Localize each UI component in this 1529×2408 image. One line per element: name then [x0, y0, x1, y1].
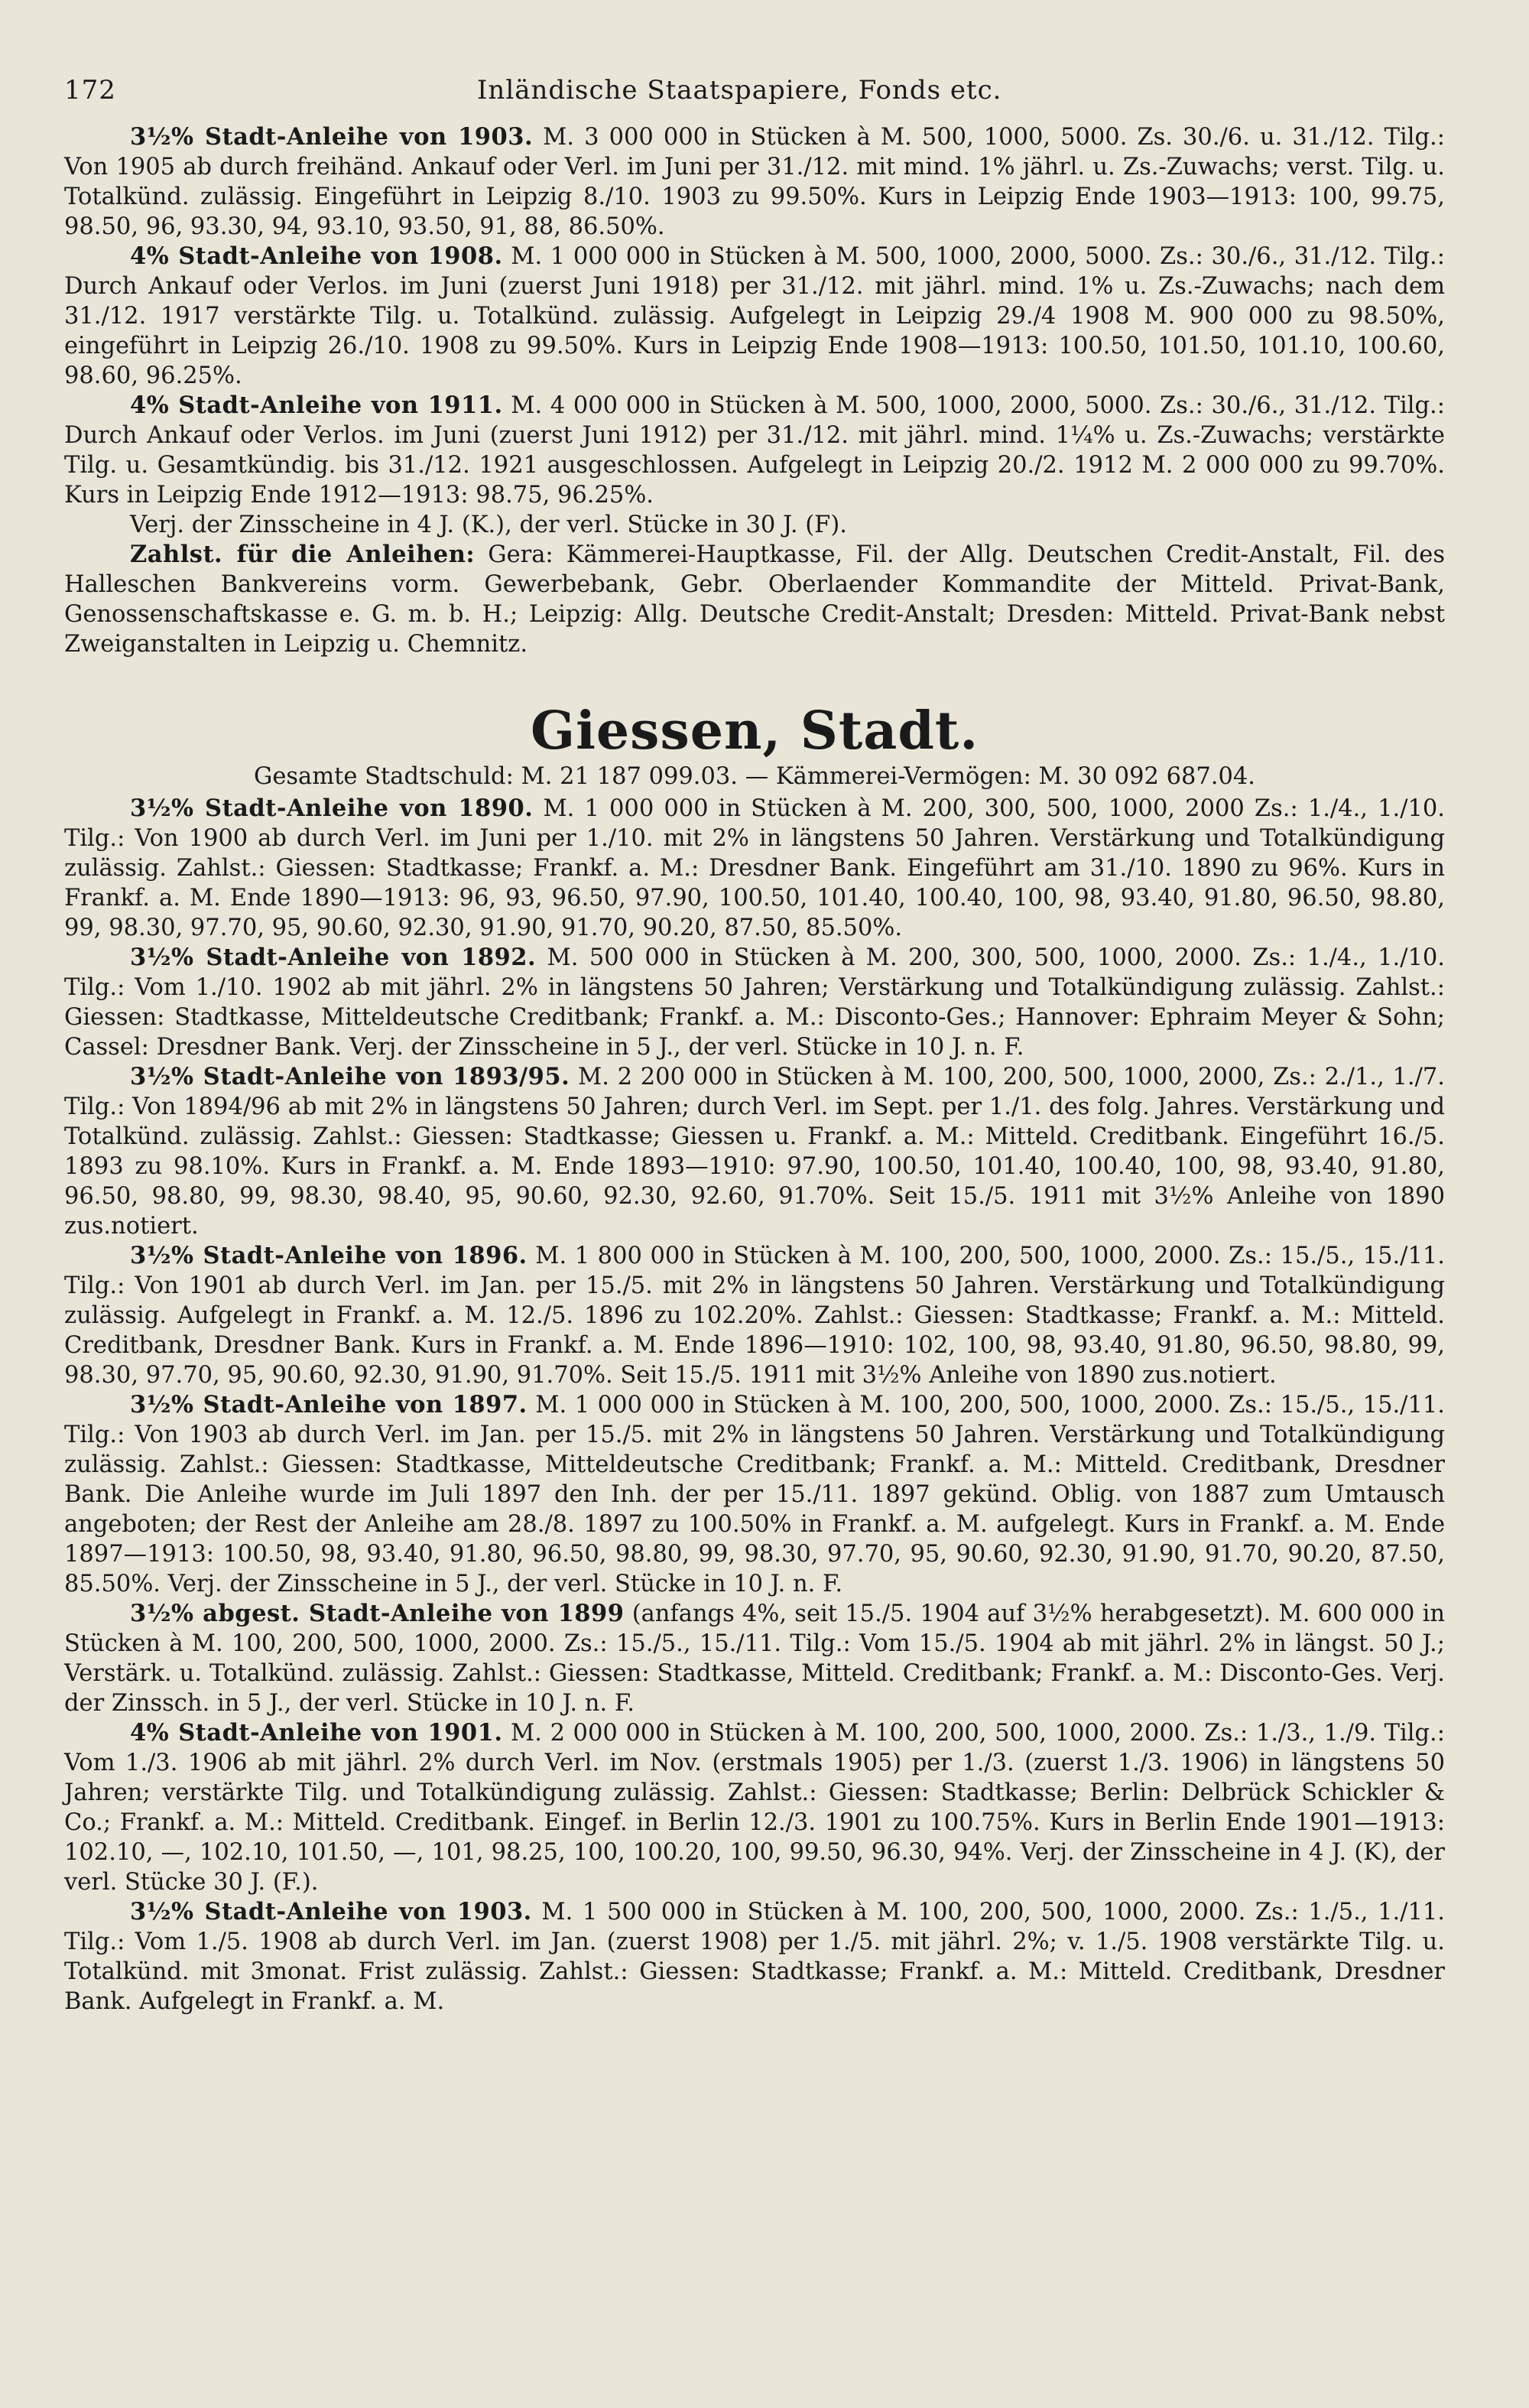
- loan-body: M. 4 000 000 in Stücken à M. 500, 1000, 2000, 5000. Zs.: 30./6., 31./12. Tilg.: Durch Ankauf oder Verlos. im Juni (zuerst Juni 1912) per 31./12. mit jährl. mind. 1¼% u. Zs.-Zuwachs; verstärkte Tilg. u. Gesamtkündig. bis 31./12. 1921 ausgeschlossen. Aufgelegt in Leipzig 20./2. 1912 M. 2 000 000 zu 99.70%. Kurs in Leipzig Ende 1912—1913: 98.75, 96.25%.: [64, 392, 1445, 509]
- loan-entry: [64, 943, 1445, 1062]
- loan-body: M. 3 000 000 in Stücken à M. 500, 1000, 5000. Zs. 30./6. u. 31./12. Tilg.: Von 1905 ab durch freihänd. Ankauf oder Verl. im Juni per 31./12. mit mind. 1% jährl. u. Zs.-Zuwachs; verst. Tilg. u. Totalkünd. zulässig. Eingeführt in Leipzig 8./10. 1903 zu 99.50%. Kurs in Leipzig Ende 1903—1913: 100, 99.75, 98.50, 96, 93.30, 94, 93.10, 93.50, 91, 88, 86.50%.: [64, 124, 1445, 240]
- loan-body: M. 1 000 000 in Stücken à M. 100, 200, 500, 1000, 2000. Zs.: 15./5., 15./11. Tilg.: Von 1903 ab durch Verl. im Jan. per 15./5. mit 2% in längstens 50 Jahren. Verstärkung und Totalkündigung zulässig. Zahlst.: Giessen: Stadtkasse, Mitteldeutsche Creditbank; Frankf. a. M.: Mitteld. Creditbank, Dresdner Bank. Die Anleihe wurde im Juli 1897 den Inh. der per 15./11. 1897 gekünd. Oblig. von 1887 zum Umtausch angeboten; der Rest der Anleihe am 28./8. 1897 zu 100.50% in Frankf. a. M. aufgelegt. Kurs in Frankf. a. M. Ende 1897—1913: 100.50, 98, 93.40, 91.80, 96.50, 98.80, 99, 98.30, 97.70, 95, 90.60, 92.30, 91.90, 91.70, 90.20, 87.50, 85.50%. Verj. der Zinsscheine in 5 J., der verl. Stücke in 10 J. n. F.: [64, 1392, 1445, 1597]
- loan-entry: [64, 1062, 1445, 1241]
- loan-entry: [64, 391, 1445, 510]
- loan-entry: [64, 1718, 1445, 1897]
- loan-body: M. 2 000 000 in Stücken à M. 100, 200, 500, 1000, 2000. Zs.: 1./3., 1./9. Tilg.: Vom 1./3. 1906 ab mit jährl. 2% durch Verl. im Nov. (erstmals 1905) per 1./3. (zuerst 1./3. 1906) in längstens 50 Jahren; verstärkte Tilg. und Totalkündigung zulässig. Zahlst.: Giessen: Stadtkasse; Berlin: Delbrück Schickler & Co.; Frankf. a. M.: Mitteld. Creditbank. Eingef. in Berlin 12./3. 1901 zu 100.75%. Kurs in Berlin Ende 1901—1913: 102.10, —, 102.10, 101.50, —, 101, 98.25, 100, 100.20, 100, 99.50, 96.30, 94%. Verj. der Zinsscheine in 4 J. (K), der verl. Stücke 30 J. (F.).: [64, 1720, 1445, 1896]
- loan-entry: [64, 794, 1445, 943]
- debt-summary: Gesamte Stadtschuld: M. 21 187 099.03. — Kämmerei-Vermögen: M. 30 092 687.04.: [253, 763, 1255, 790]
- loan-body: (anfangs 4%, seit 15./5. 1904 auf 3½% herabgesetzt). M. 600 000 in Stücken à M. 100, 200, 500, 1000, 2000. Zs.: 15./5., 15./11. Tilg.: Vom 15./5. 1904 ab mit jährl. 2% in längst. 50 J.; Verstärk. u. Totalkünd. zulässig. Zahlst.: Giessen: Stadtkasse, Mitteld. Creditbank; Frankf. a. M.: Disconto-Ges. Verj. der Zinssch. in 5 J., der verl. Stücke in 10 J. n. F.: [64, 1600, 1445, 1717]
- loan-title: 3½% Stadt-Anleihe von 1903.: [130, 123, 534, 151]
- loan-entry: [64, 242, 1445, 391]
- loan-title: 3½% Stadt-Anleihe von 1897.: [130, 1391, 528, 1418]
- loan-body: M. 1 500 000 in Stücken à M. 100, 200, 500, 1000, 2000. Zs.: 1./5., 1./11. Tilg.: Vom 1./5. 1908 ab durch Verl. im Jan. (zuerst 1908) per 1./5. mit jährl. 2%; v. 1./5. 1908 verstärkte Tilg. u. Totalkünd. mit 3monat. Frist zulässig. Zahlst.: Giessen: Stadtkasse; Frankf. a. M.: Mitteld. Creditbank, Dresdner Bank. Aufgelegt in Frankf. a. M.: [64, 1899, 1445, 2015]
- giessen-section: [64, 794, 1445, 2016]
- page-number: 172: [64, 75, 116, 106]
- loan-title: 3½% Stadt-Anleihe von 1893/95.: [130, 1063, 570, 1090]
- loan-title: 3½% abgest. Stadt-Anleihe von 1899: [130, 1600, 625, 1627]
- zahlstellen-note: [64, 540, 1445, 659]
- loan-entry: [64, 1390, 1445, 1599]
- loan-entry: [64, 1241, 1445, 1390]
- page-header: [64, 75, 1445, 122]
- loan-entry: [64, 1897, 1445, 2016]
- zahlstellen-title: Zahlst. für die Anleihen:: [130, 541, 476, 568]
- loan-body: M. 2 200 000 in Stücken à M. 100, 200, 500, 1000, 2000, Zs.: 2./1., 1./7. Tilg.: Von 1894/96 ab mit 2% in längstens 50 Jahren; durch Verl. im Sept. per 1./1. des folg. Jahres. Verstärkung und Totalkünd. zulässig. Zahlst.: Giessen: Stadtkasse; Giessen u. Frankf. a. M.: Mitteld. Creditbank. Eingeführt 16./5. 1893 zu 98.10%. Kurs in Frankf. a. M. Ende 1893—1910: 97.90, 100.50, 101.40, 100.40, 100, 98, 93.40, 91.80, 96.50, 98.80, 99, 98.30, 98.40, 95, 90.60, 92.30, 92.60, 91.70%. Seit 15./5. 1911 mit 3½% Anleihe von 1890 zus.notiert.: [64, 1064, 1445, 1240]
- zahlstellen-body: Gera: Kämmerei-Hauptkasse, Fil. der Allg. Deutschen Credit-Anstalt, Fil. des Halleschen Bankvereins vorm. Gewerbebank, Gebr. Oberlaender Kommandite der Mitteld. Privat-Bank, Genossenschaftskasse e. G. m. b. H.; Leipzig: Allg. Deutsche Credit-Anstalt; Dresden: Mitteld. Privat-Bank nebst Zweiganstalten in Leipzig u. Chemnitz.: [64, 541, 1446, 658]
- verjaehrung-note: Verj. der Zinsscheine in 4 J. (K.), der verl. Stücke in 30 J. (F).: [130, 512, 847, 538]
- loan-body: M. 1 000 000 in Stücken à M. 200, 300, 500, 1000, 2000 Zs.: 1./4., 1./10. Tilg.: Von 1900 ab durch Verl. im Juni per 1./10. mit 2% in längstens 50 Jahren. Verstärkung und Totalkündigung zulässig. Zahlst.: Giessen: Stadtkasse; Frankf. a. M.: Dresdner Bank. Eingeführt am 31./10. 1890 zu 96%. Kurs in Frankf. a. M. Ende 1890—1913: 96, 93, 96.50, 97.90, 100.50, 101.40, 100.40, 100, 98, 93.40, 91.80, 96.50, 98.80, 99, 98.30, 97.70, 95, 90.60, 92.30, 91.90, 91.70, 90.20, 87.50, 85.50%.: [64, 795, 1445, 941]
- loan-title: 4% Stadt-Anleihe von 1908.: [130, 242, 503, 270]
- loan-title: 4% Stadt-Anleihe von 1911.: [130, 392, 503, 419]
- running-title: Inländische Staatspapiere, Fonds etc.: [477, 75, 1002, 106]
- loan-entry: [64, 122, 1445, 242]
- loan-title: 3½% Stadt-Anleihe von 1903.: [130, 1898, 532, 1925]
- loan-body: M. 1 000 000 in Stücken à M. 500, 1000, 2000, 5000. Zs.: 30./6., 31./12. Tilg.: Durch Ankauf oder Verlos. im Juni (zuerst Juni 1918) per 31./12. mit jährl. mind. 1% u. Zs.-Zuwachs; nach dem 31./12. 1917 verstärkte Tilg. u. Totalkünd. zulässig. Aufgelegt in Leipzig 29./4 1908 M. 900 000 zu 98.50%, eingeführt in Leipzig 26./10. 1908 zu 99.50%. Kurs in Leipzig Ende 1908—1913: 100.50, 101.50, 101.10, 100.60, 98.60, 96.25%.: [64, 243, 1445, 389]
- loan-body: M. 1 800 000 in Stücken à M. 100, 200, 500, 1000, 2000. Zs.: 15./5., 15./11. Tilg.: Von 1901 ab durch Verl. im Jan. per 15./5. mit 2% in längstens 50 Jahren. Verstärkung und Totalkündigung zulässig. Aufgelegt in Frankf. a. M. 12./5. 1896 zu 102.20%. Zahlst.: Giessen: Stadtkasse; Frankf. a. M.: Mitteld. Creditbank, Dresdner Bank. Kurs in Frankf. a. M. Ende 1896—1910: 102, 100, 98, 93.40, 91.80, 96.50, 98.80, 99, 98.30, 97.70, 95, 90.60, 92.30, 91.90, 91.70%. Seit 15./5. 1911 mit 3½% Anleihe von 1890 zus.notiert.: [64, 1243, 1445, 1389]
- loan-entry: [64, 1599, 1445, 1718]
- loan-title: 3½% Stadt-Anleihe von 1892.: [130, 944, 537, 971]
- loan-body: M. 500 000 in Stücken à M. 200, 300, 500, 1000, 2000. Zs.: 1./4., 1./10. Tilg.: Vom 1./10. 1902 ab mit jährl. 2% in längstens 50 Jahren; Verstärkung und Totalkündigung zulässig. Zahlst.: Giessen: Stadtkasse, Mitteldeutsche Creditbank; Frankf. a. M.: Disconto-Ges.; Hannover: Ephraim Meyer & Sohn; Cassel: Dresdner Bank. Verj. der Zinsscheine in 5 J., der verl. Stücke in 10 J. n. F.: [64, 944, 1445, 1061]
- loan-title: 3½% Stadt-Anleihe von 1890.: [130, 795, 534, 822]
- loan-title: 4% Stadt-Anleihe von 1901.: [130, 1719, 503, 1747]
- loan-title: 3½% Stadt-Anleihe von 1896.: [130, 1242, 528, 1269]
- leipzig-section: [64, 122, 1445, 659]
- section-title-giessen: Giessen, Stadt.: [531, 700, 979, 762]
